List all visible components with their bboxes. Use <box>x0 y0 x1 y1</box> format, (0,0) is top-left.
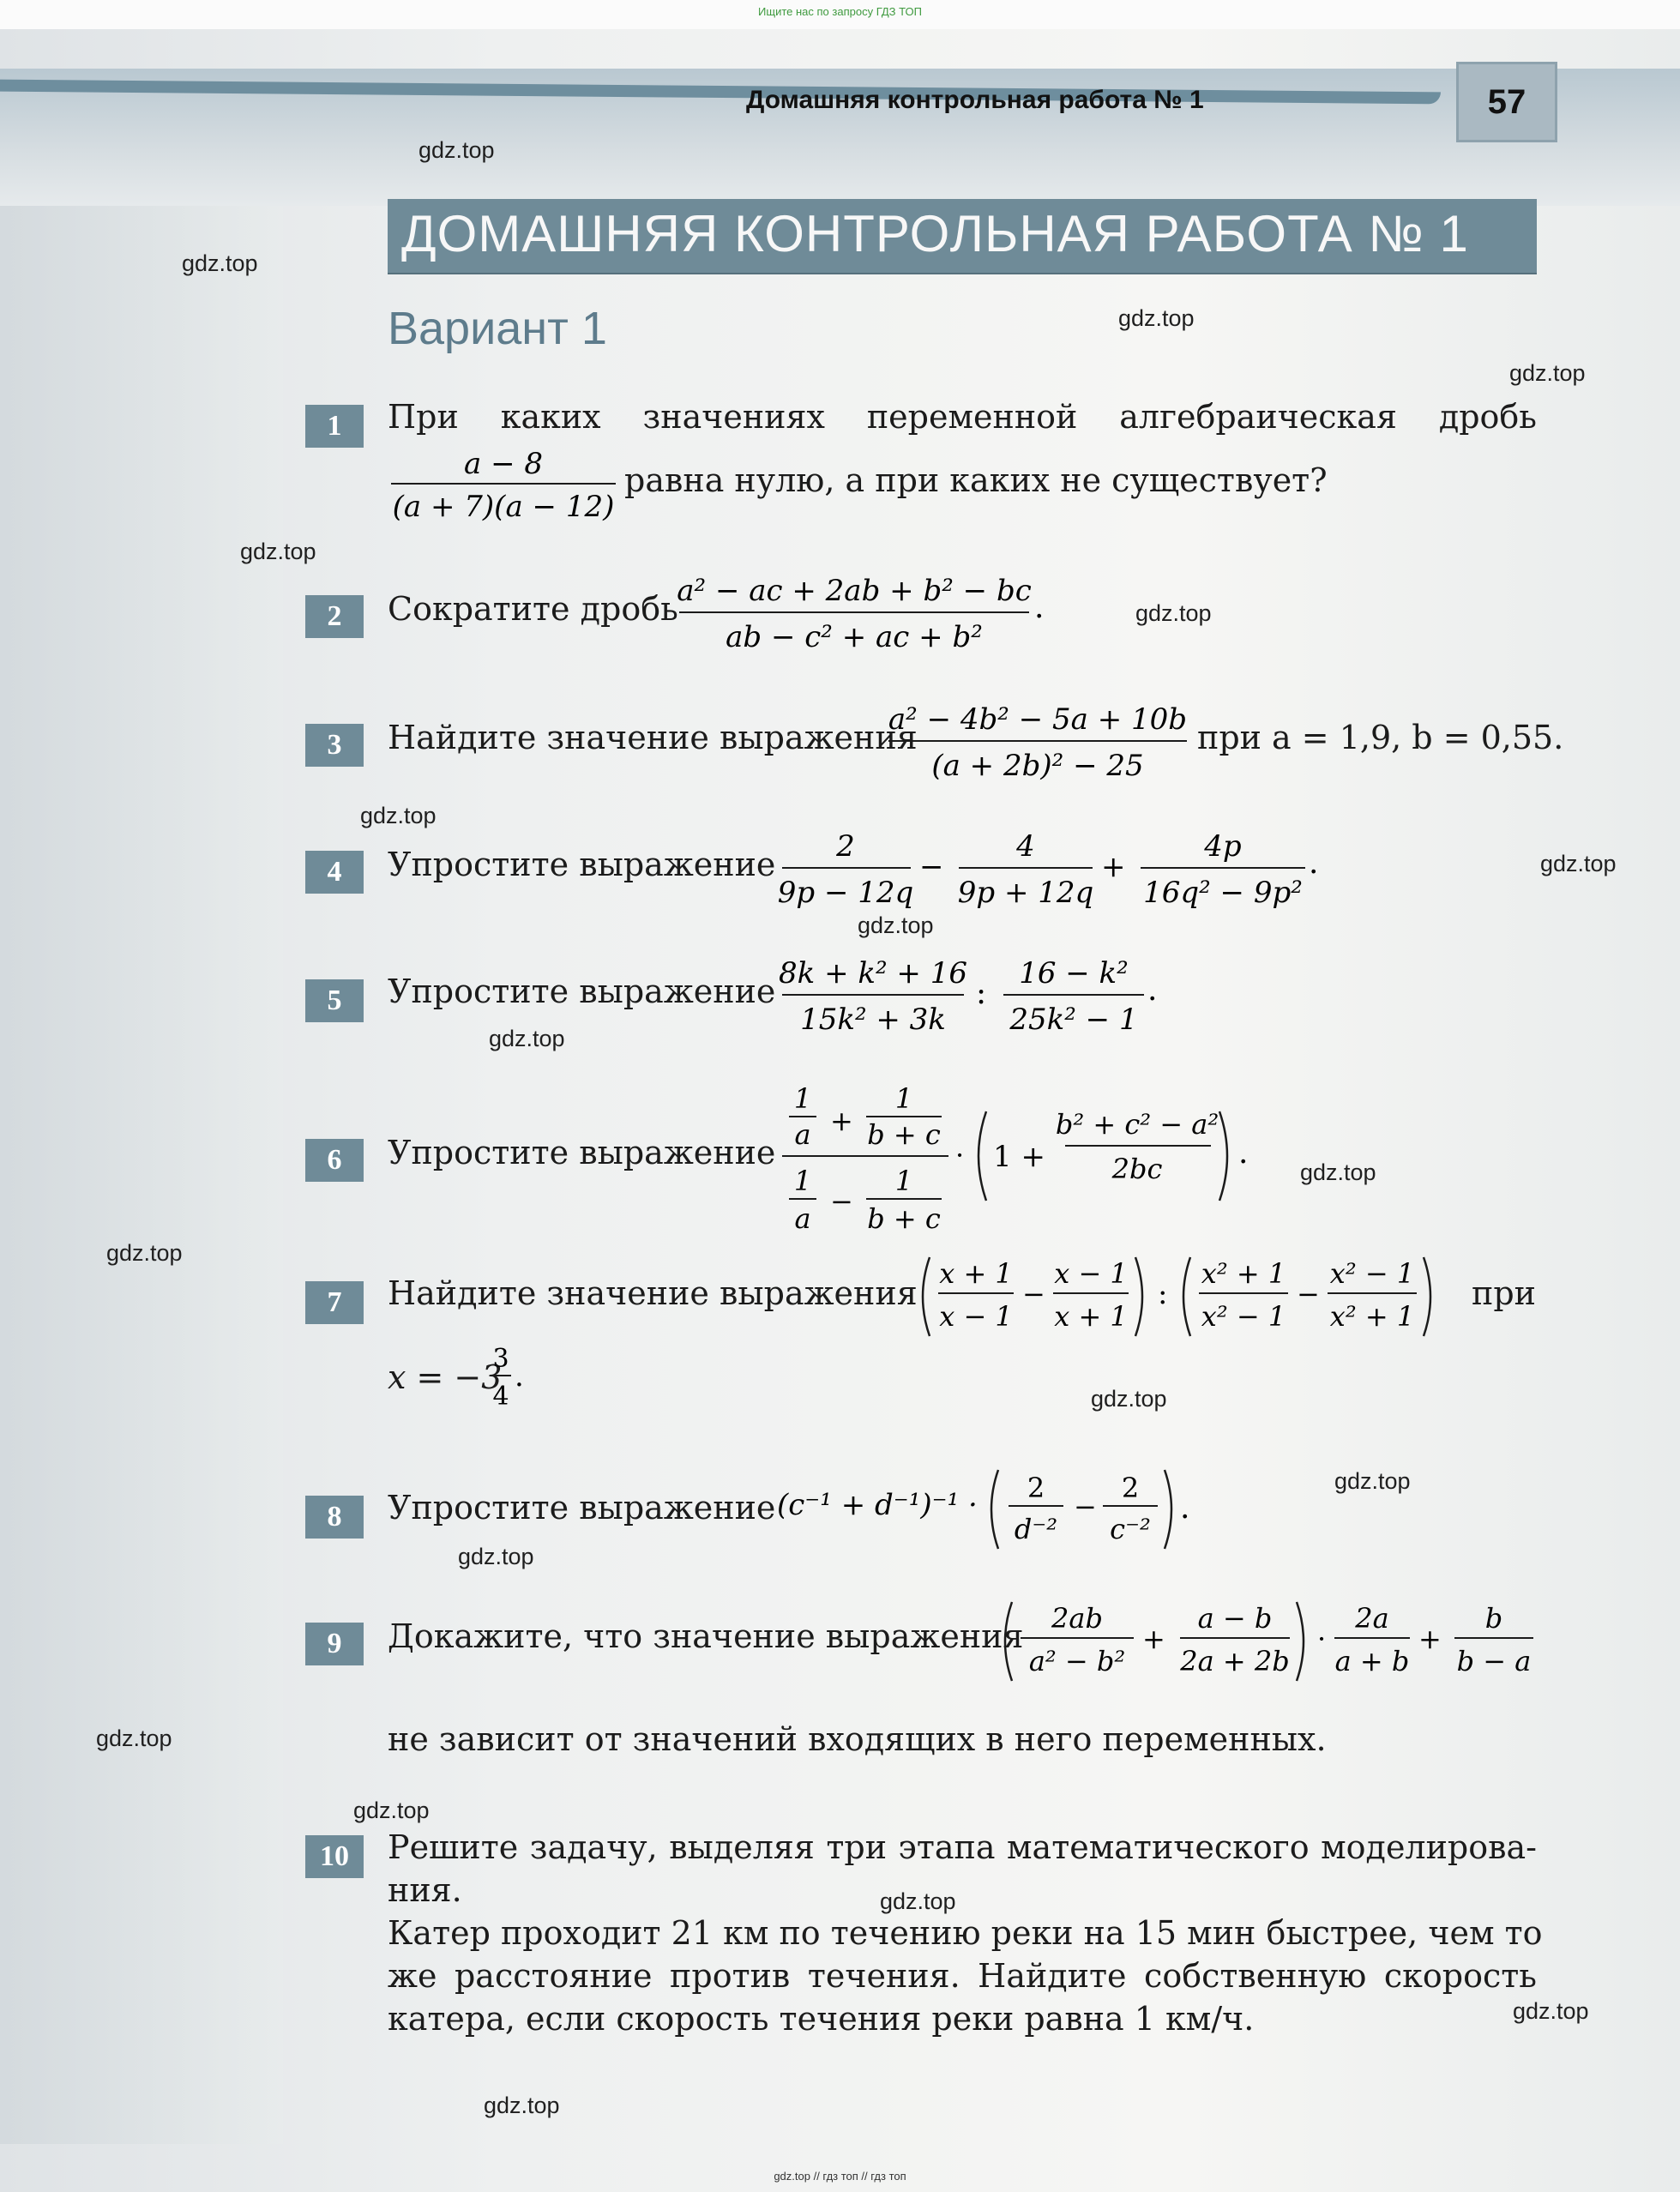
problem-10-text-2: ния. <box>388 1871 462 1909</box>
problem-5-lead: Упростите выражение <box>388 973 776 1010</box>
top-note: Ищите нас по запросу ГДЗ ТОП <box>758 5 922 18</box>
svg-text:x + 1: x + 1 <box>939 1257 1013 1290</box>
problem-3-tail: при a = 1,9, b = 0,55. <box>1197 719 1564 756</box>
watermark: gdz.top <box>484 2093 560 2118</box>
svg-text:a² − b²: a² − b² <box>1028 1645 1126 1677</box>
problem-9-lead: Докажите, что значение выражения <box>388 1617 1024 1655</box>
watermark: gdz.top <box>1509 360 1586 386</box>
svg-text:+: + <box>1418 1623 1442 1655</box>
bottom-note: gdz.top // гдз топ // гдз топ <box>774 2170 906 2183</box>
problem-3-frac-den: (a + 2b)² − 25 <box>931 749 1144 783</box>
svg-text:.: . <box>1238 1135 1249 1171</box>
problem-number-6: 6 <box>305 1139 364 1182</box>
section-title-bar <box>388 199 1537 273</box>
watermark: gdz.top <box>1540 851 1617 876</box>
svg-text:16 − k²: 16 − k² <box>1019 956 1129 991</box>
svg-text:x² + 1: x² + 1 <box>1201 1257 1286 1290</box>
svg-text:4: 4 <box>1016 829 1035 864</box>
svg-text:a − b: a − b <box>1197 1602 1273 1635</box>
svg-text:15k² + 3k: 15k² + 3k <box>800 1003 946 1037</box>
problem-1-frac-den: (a + 7)(a − 12) <box>392 490 615 524</box>
svg-text:b + c: b + c <box>867 1202 941 1235</box>
problem-number-3: 3 <box>305 724 364 767</box>
problem-7-expression <box>914 1244 1480 1346</box>
svg-text:c⁻²: c⁻² <box>1110 1513 1151 1545</box>
problem-1-frac-num: a − 8 <box>463 447 544 481</box>
svg-text:1: 1 <box>793 1165 812 1197</box>
svg-text:4p: 4p <box>1204 829 1242 864</box>
svg-text:a + b: a + b <box>1334 1645 1410 1677</box>
svg-text:2: 2 <box>1027 1472 1045 1504</box>
watermark: gdz.top <box>418 137 495 163</box>
problem-2-lead: Сократите дробь <box>388 590 678 628</box>
problem-number-4: 4 <box>305 851 364 894</box>
svg-text:2: 2 <box>836 829 855 864</box>
watermark: gdz.top <box>458 1544 534 1569</box>
svg-text:+: + <box>1101 850 1126 884</box>
svg-text::: : <box>1158 1277 1168 1311</box>
watermark: gdz.top <box>1091 1386 1167 1412</box>
svg-text:9p + 12q: 9p + 12q <box>957 876 1094 910</box>
svg-text:x² − 1: x² − 1 <box>1329 1257 1415 1290</box>
svg-text::: : <box>976 976 987 1011</box>
svg-text:x − 1: x − 1 <box>939 1300 1013 1333</box>
svg-text:2: 2 <box>1121 1472 1140 1504</box>
watermark: gdz.top <box>353 1798 430 1823</box>
svg-text:1: 1 <box>894 1082 913 1115</box>
svg-text:3: 3 <box>492 1344 509 1374</box>
problem-number-1: 1 <box>305 405 364 448</box>
problem-3-lead: Найдите значение выражения <box>388 719 918 756</box>
svg-text:9p − 12q: 9p − 12q <box>777 876 914 910</box>
svg-text:1: 1 <box>793 1082 812 1115</box>
problem-10-text-5: катера, если скорость течения реки равна 1 км/ч. <box>388 2000 1255 2038</box>
svg-text:.: . <box>1180 1490 1190 1526</box>
problem-6-expression <box>777 1074 1292 1237</box>
watermark: gdz.top <box>360 803 437 828</box>
watermark: gdz.top <box>106 1240 183 1266</box>
problem-1-text: При каких значениях переменной алгебраическая дробь <box>388 398 1537 436</box>
svg-text:a: a <box>794 1118 811 1151</box>
svg-text:b − a: b − a <box>1456 1645 1532 1677</box>
problem-7-tail: при <box>1472 1274 1536 1312</box>
svg-text:b + c: b + c <box>867 1118 941 1151</box>
svg-text:d⁻²: d⁻² <box>1014 1513 1058 1545</box>
svg-text:−: − <box>919 850 944 884</box>
problem-number-7: 7 <box>305 1281 364 1324</box>
svg-text:b² + c² − a²: b² + c² − a² <box>1055 1108 1219 1141</box>
svg-text:2a + 2b: 2a + 2b <box>1180 1645 1290 1677</box>
problem-8-lead: Упростите выражение <box>388 1489 776 1527</box>
svg-text:2ab: 2ab <box>1051 1602 1103 1635</box>
problem-3-frac-num: a² − 4b² − 5a + 10b <box>888 702 1188 737</box>
svg-text:x² − 1: x² − 1 <box>1201 1300 1286 1333</box>
problem-4-expression <box>777 822 1334 916</box>
problem-8-expression <box>777 1453 1197 1556</box>
watermark: gdz.top <box>1334 1468 1411 1494</box>
svg-text:2bc: 2bc <box>1111 1153 1163 1185</box>
problem-2-fraction <box>674 566 1051 660</box>
svg-text:1: 1 <box>894 1165 913 1197</box>
problem-1-text-2: равна нулю, а при каких не существует? <box>624 461 1328 499</box>
problem-10-text-3: Катер проходит 21 км по течению реки на 15 мин быстрее, чем то <box>388 1914 1543 1952</box>
problem-number-9: 9 <box>305 1623 364 1665</box>
svg-text:−: − <box>1074 1490 1097 1523</box>
svg-text:−: − <box>1022 1278 1045 1310</box>
svg-text:b: b <box>1484 1602 1503 1635</box>
svg-text:−: − <box>1297 1278 1320 1310</box>
svg-text:+: + <box>830 1105 853 1137</box>
problem-6-lead: Упростите выражение <box>388 1134 776 1171</box>
problem-2-frac-den: ab − c² + ac + b² <box>726 620 983 654</box>
svg-text:·: · <box>1317 1623 1327 1655</box>
svg-text:(c⁻¹ + d⁻¹)⁻¹ ·: (c⁻¹ + d⁻¹)⁻¹ · <box>777 1488 978 1522</box>
svg-text:+: + <box>1142 1623 1165 1655</box>
problem-7-value: x = −3 <box>388 1358 503 1396</box>
watermark: gdz.top <box>240 539 316 564</box>
watermark: gdz.top <box>489 1026 565 1051</box>
svg-text:.: . <box>1034 590 1045 625</box>
watermark: gdz.top <box>880 1888 956 1914</box>
svg-text:8k + k² + 16: 8k + k² + 16 <box>779 956 967 991</box>
watermark: gdz.top <box>1135 600 1212 626</box>
svg-text:x − 1: x − 1 <box>1054 1257 1128 1290</box>
problem-number-10: 10 <box>305 1835 364 1878</box>
problem-9-text-2: не зависит от значений входящих в него переменных. <box>388 1720 1327 1758</box>
svg-text:25k² − 1: 25k² − 1 <box>1009 1003 1138 1037</box>
svg-text:.: . <box>1309 846 1319 881</box>
svg-text:−: − <box>830 1185 853 1218</box>
problem-4-lead: Упростите выражение <box>388 846 776 883</box>
svg-text:2a: 2a <box>1355 1602 1389 1635</box>
svg-text:.: . <box>515 1359 524 1394</box>
problem-1-fraction <box>388 439 619 525</box>
problem-number-5: 5 <box>305 979 364 1022</box>
svg-text:1 +: 1 + <box>993 1140 1045 1174</box>
running-head: Домашняя контрольная работа № 1 <box>746 86 1204 114</box>
watermark: gdz.top <box>1513 1998 1589 2024</box>
problem-10-text-4: же расстояние против течения. Найдите собственную скорость <box>388 1957 1537 1995</box>
problem-5-expression <box>777 948 1171 1043</box>
watermark: gdz.top <box>858 912 934 938</box>
page-number: 57 <box>1456 62 1557 142</box>
watermark: gdz.top <box>96 1725 172 1751</box>
watermark: gdz.top <box>1300 1159 1376 1185</box>
problem-7-mixed-fraction <box>485 1338 537 1415</box>
svg-text:a: a <box>794 1202 811 1235</box>
left-margin-shade <box>0 197 283 2144</box>
svg-text:·: · <box>955 1139 965 1171</box>
section-title: ДОМАШНЯЯ КОНТРОЛЬНАЯ РАБОТА № 1 <box>401 205 1469 262</box>
svg-text:x + 1: x + 1 <box>1054 1300 1128 1333</box>
problem-10-text-1: Решите задачу, выделяя три этапа математического моделирова- <box>388 1828 1537 1866</box>
watermark: gdz.top <box>182 250 258 276</box>
watermark: gdz.top <box>1118 305 1195 331</box>
svg-text:x² + 1: x² + 1 <box>1329 1300 1415 1333</box>
svg-text:.: . <box>1147 973 1158 1008</box>
problem-number-8: 8 <box>305 1496 364 1539</box>
problem-3-fraction <box>883 695 1192 789</box>
problem-9-expression <box>998 1588 1547 1691</box>
svg-text:16q² − 9p²: 16q² − 9p² <box>1143 876 1303 910</box>
problem-number-2: 2 <box>305 595 364 638</box>
svg-text:4: 4 <box>492 1382 509 1412</box>
problem-7-lead: Найдите значение выражения <box>388 1274 918 1312</box>
problem-2-frac-num: a² − ac + 2ab + b² − bc <box>677 574 1032 608</box>
variant-heading: Вариант 1 <box>388 303 607 354</box>
